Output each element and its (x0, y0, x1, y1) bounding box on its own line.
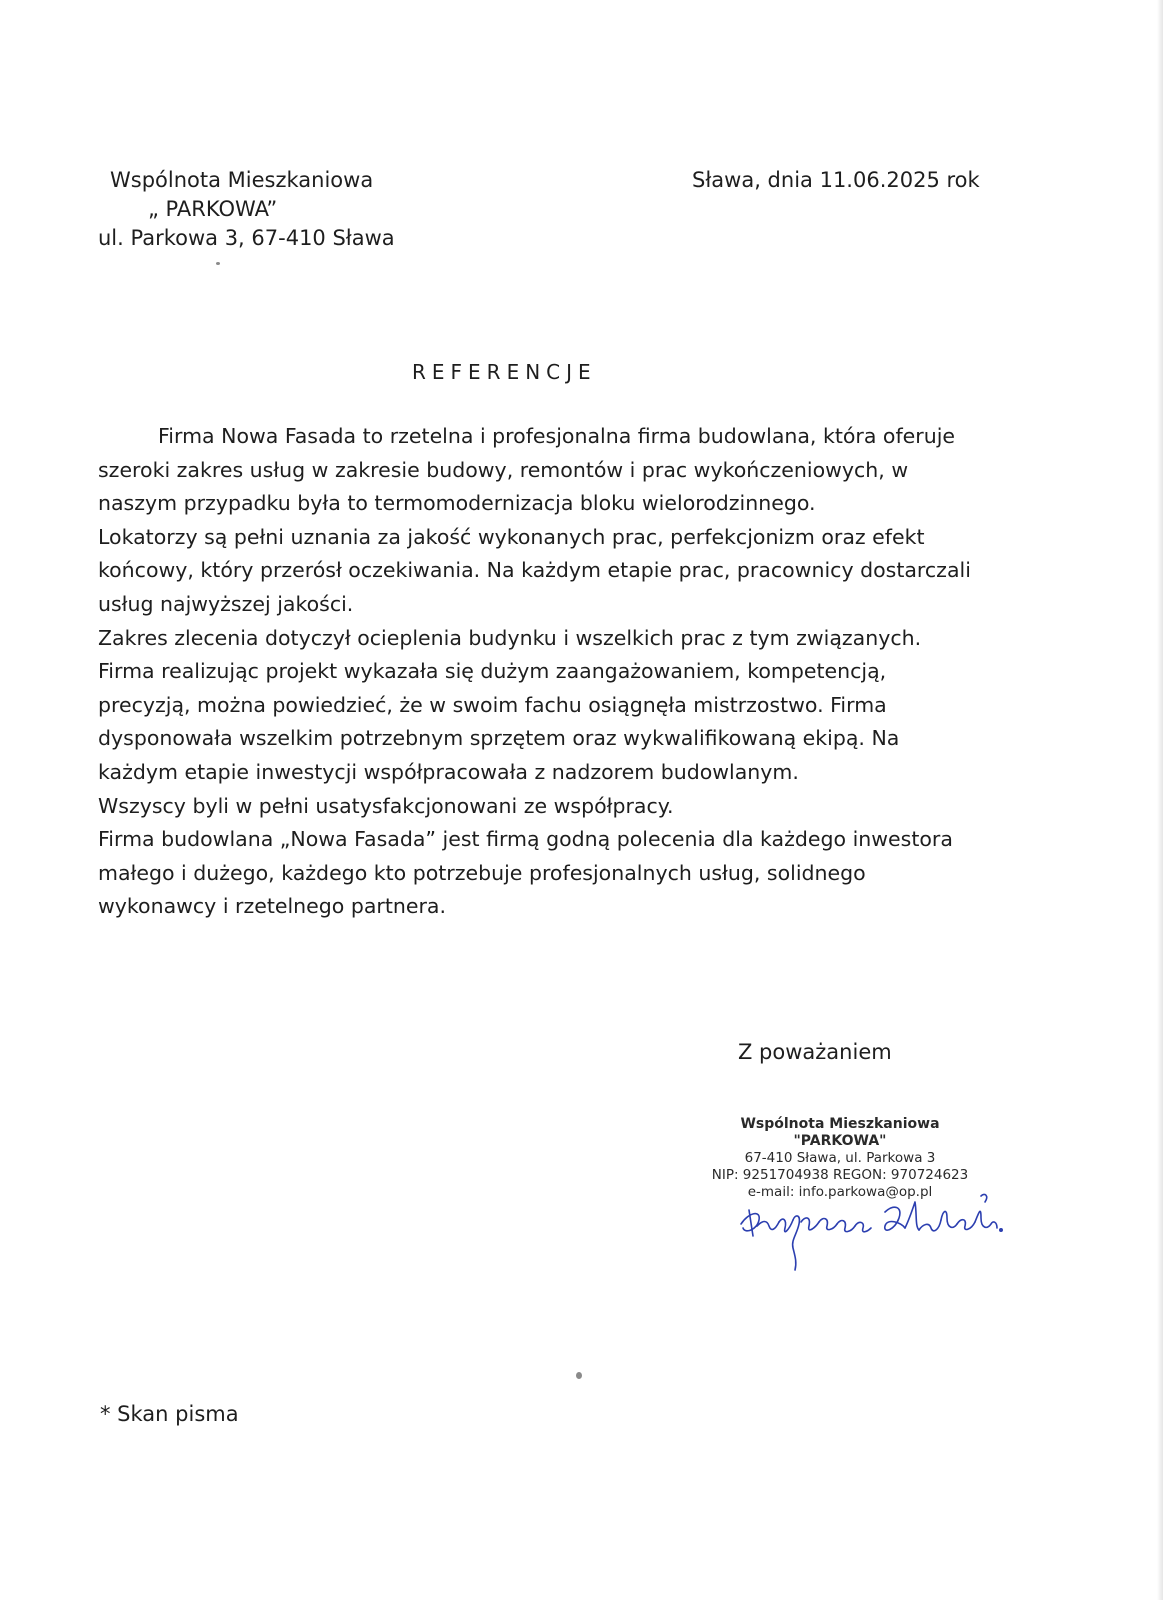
organization-stamp (700, 1116, 980, 1201)
stamp-line: e-mail: info.parkowa@op.pl (747, 1184, 933, 1200)
body-line: naszym przypadku była to termomodernizacja bloku wielorodzinnego. (98, 491, 816, 516)
sender-block (98, 166, 395, 253)
body-line: Lokatorzy są pełni uznania za jakość wykonanych prac, perfekcjonizm oraz efekt (98, 524, 925, 549)
document-title: REFERENCJE (412, 360, 597, 384)
body-line: precyzją, można powiedzieć, że w swoim fachu osiągnęła mistrzostwo. Firma (98, 692, 887, 717)
scan-edge (1157, 0, 1163, 1600)
handwritten-signature (735, 1190, 1005, 1280)
stamp-line: Wspólnota Mieszkaniowa (740, 1116, 940, 1132)
stamp-line: "PARKOWA" (793, 1133, 887, 1149)
body-line: Firma Nowa Fasada to rzetelna i profesjonalna firma budowlana, która oferuje (158, 424, 956, 448)
stamp-line: NIP: 9251704938 REGON: 970724623 (711, 1167, 969, 1183)
sender-address: ul. Parkowa 3, 67-410 Sława (98, 226, 395, 250)
scan-artifact (576, 1372, 582, 1379)
body-line: każdym etapie inwestycji współpracowała z nadzorem budowlanym. (98, 759, 799, 784)
body-line: Zakres zlecenia dotyczył ocieplenia budynku i wszelkich prac z tym związanych. (98, 625, 922, 650)
body-line: dysponowała wszelkim potrzebnym sprzętem oraz wykwalifikowaną ekipą. Na (98, 726, 900, 751)
body-line: wykonawcy i rzetelnego partnera. (98, 894, 447, 919)
scan-artifact (216, 262, 220, 265)
body-line: Firma realizując projekt wykazała się dużym zaangażowaniem, kompetencją, (98, 659, 887, 684)
body-line: szeroki zakres usług w zakresie budowy, remontów i prac wykończeniowych, w (98, 457, 909, 482)
body-line: usług najwyższej jakości. (98, 591, 354, 616)
sender-org: Wspólnota Mieszkaniowa (110, 168, 374, 192)
sender-name: „ PARKOWA” (148, 197, 278, 221)
signature-drawing (735, 1190, 1005, 1280)
stamp-line: 67-410 Sława, ul. Parkowa 3 (744, 1150, 936, 1166)
body-line: Firma budowlana „Nowa Fasada” jest firmą godną polecenia dla każdego inwestora (98, 827, 953, 852)
letter-body (98, 420, 1018, 924)
footnote: * Skan pisma (100, 1402, 239, 1426)
date-line: Sława, dnia 11.06.2025 rok (692, 168, 980, 192)
body-line: Wszyscy byli w pełni usatysfakcjonowani ze współpracy. (98, 793, 674, 818)
body-line: małego i dużego, każdego kto potrzebuje profesjonalnych usług, solidnego (98, 860, 866, 885)
body-line: końcowy, który przerósł oczekiwania. Na każdym etapie prac, pracownicy dostarczali (98, 558, 971, 583)
closing-salutation: Z poważaniem (738, 1040, 892, 1064)
